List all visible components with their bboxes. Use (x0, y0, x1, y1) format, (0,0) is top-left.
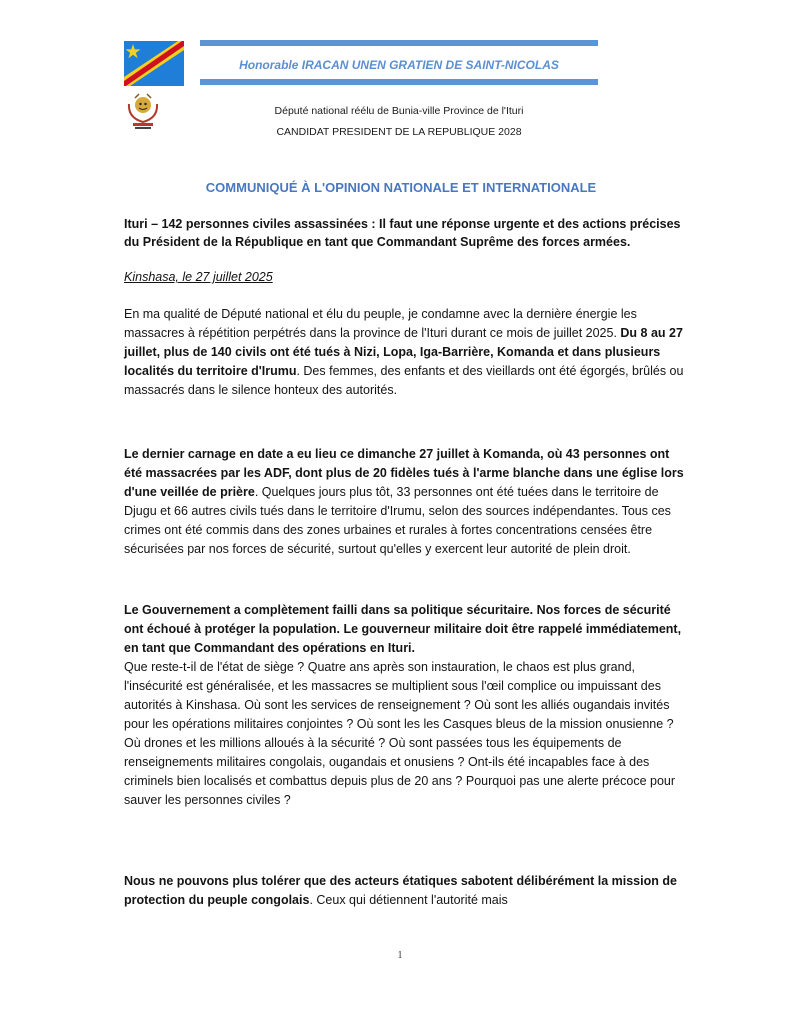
headline: Ituri – 142 personnes civiles assassinées : Il faut une réponse urgente et des actions précises du Président de la République en tant que Commandant Suprême des forces armées. (124, 217, 681, 249)
paragraph-1 (124, 305, 684, 400)
dateline: Kinshasa, le 27 juillet 2025 (124, 270, 273, 284)
paragraph-3 (124, 601, 684, 810)
header-rule-top (200, 40, 598, 46)
drc-flag-icon (124, 41, 184, 86)
deputy-name: Honorable IRACAN UNEN GRATIEN DE SAINT-NICOLAS (239, 58, 559, 72)
drc-coat-of-arms-icon (125, 92, 161, 132)
paragraph-2-text: . Quelques jours plus tôt, 33 personnes ont été tuées dans le territoire de Djugu et 66 autres civils tués dans le territoire d'Irumu, selon des sources indépendantes. Tous ces crimes ont été commis dans des zones urbaines et rurales à fortes concentrations censées être sécurisées par nos forces de sécurité, surtout qu'elles y exercent leur autorité de plein droit. (124, 485, 671, 556)
deputy-title: Député national réélu de Bunia-ville Province de l'Ituri (274, 105, 524, 117)
paragraph-1-text-a: En ma qualité de Député national et élu du peuple, je condamne avec la dernière énergie les massacres à répétition perpétrés dans la province de l'Ituri durant ce mois de juillet 2025. (124, 307, 637, 340)
communique-title: COMMUNIQUÉ À L'OPINION NATIONALE ET INTERNATIONALE (205, 180, 597, 195)
header-rule-bottom (200, 79, 598, 85)
paragraph-4-text: . Ceux qui détiennent l'autorité mais (309, 893, 508, 907)
paragraph-2 (124, 445, 684, 559)
paragraph-1-text-c: . Des femmes, des enfants et des vieillards ont été égorgés, brûlés ou massacrés dans le silence honteux des autorités. (124, 364, 684, 397)
paragraph-4 (124, 872, 684, 910)
paragraph-3-text: Que reste-t-il de l'état de siège ? Quatre ans après son instauration, le chaos est plus grand, l'insécurité est généralisée, et les massacres se multiplient sous l'œil complice ou impuissant des autorités à Kinshasa. Où sont les services de renseignement ? Où sont les alliés ougandais invités pour les opérations militaires conjointes ? Où sont les les Casques bleus de la mission onusienne ? Où drones et les millions alloués à la sécurité ? Où sont passées tous les équipements de renseignements militaires congolais, ougandais et onusiens ? Ont-ils été incapables face à des criminels bien localisés et combattus depuis plus de 20 ans ? Pourquoi pas une alerte précoce pour sauver les personnes civiles ? (124, 660, 676, 807)
candidacy-line: CANDIDAT PRESIDENT DE LA REPUBLIQUE 2028 (276, 126, 522, 138)
page-number: 1 (397, 950, 403, 961)
paragraph-3-bold: Le Gouvernement a complètement failli dans sa politique sécuritaire. Nos forces de sécurité ont échoué à protéger la population. Le gouverneur militaire doit être rappelé immédiatement, en tant que Commandant des opérations en Ituri. (124, 603, 682, 655)
paragraph-1-bold: Du 8 au 27 juillet, plus de 140 civils ont été tués à Nizi, Lopa, Iga-Barrière, Komanda et dans plusieurs localités du territoire d'Irumu (124, 326, 683, 378)
paragraph-2-bold: Le dernier carnage en date a eu lieu ce dimanche 27 juillet à Komanda, où 43 personnes ont été massacrées par les ADF, dont plus de 20 fidèles tués à l'arme blanche dans une église lors d'une veillée de prière (124, 447, 684, 499)
paragraph-4-bold: Nous ne pouvons plus tolérer que des acteurs étatiques sabotent délibérément la mission de protection du peuple congolais (124, 874, 677, 907)
